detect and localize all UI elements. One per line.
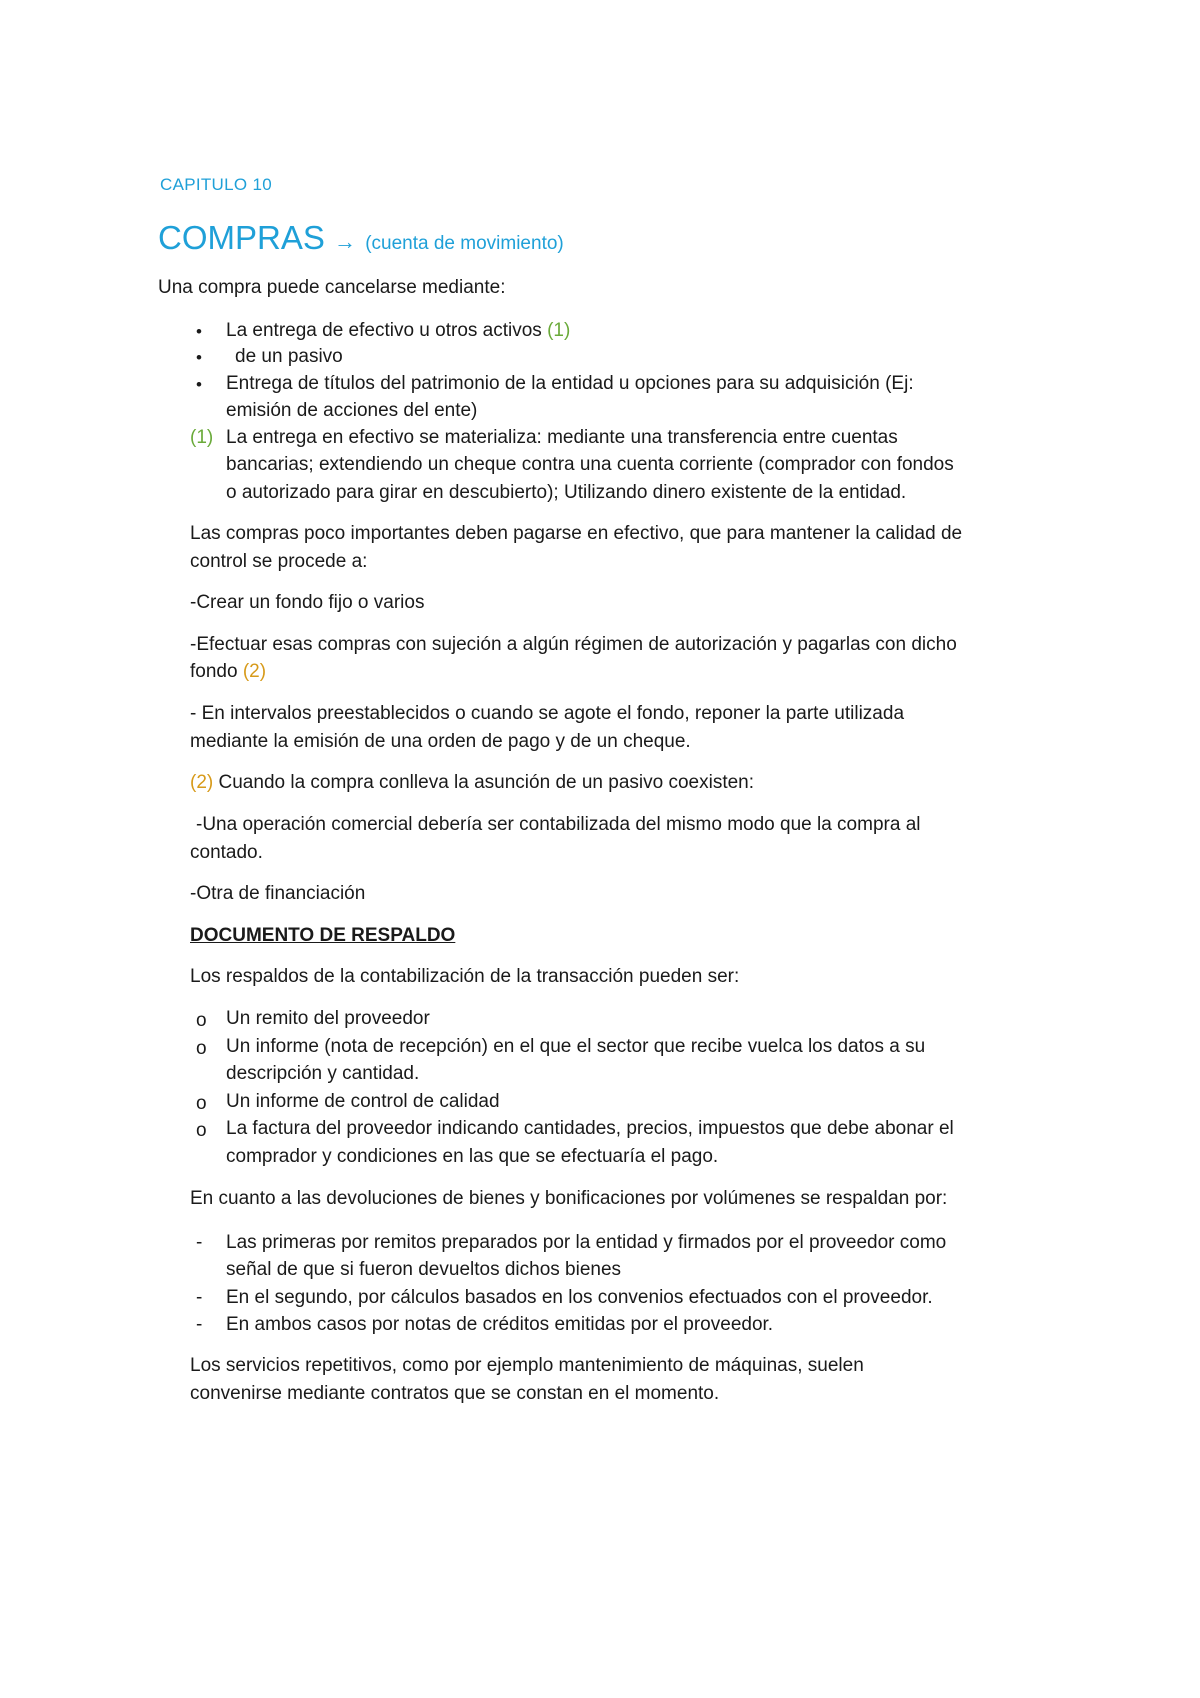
list-item-continuation: descripción y cantidad. xyxy=(226,1063,420,1084)
footnote-item: -Otra de financiación xyxy=(190,883,366,904)
paragraph: control se procede a: xyxy=(190,551,368,572)
list-item: En ambos casos por notas de créditos emitidas por el proveedor. xyxy=(226,1314,774,1335)
paragraph: Las compras poco importantes deben pagarse en efectivo, que para mantener la calidad de xyxy=(190,523,963,544)
bullet-icon: o xyxy=(196,1010,207,1031)
footnote-marker: (1) xyxy=(190,427,214,448)
list-item: Un remito del proveedor xyxy=(226,1008,430,1029)
bullet-icon: • xyxy=(196,375,202,394)
list-item: de un pasivo xyxy=(235,346,343,367)
paragraph: Los servicios repetitivos, como por ejemplo mantenimiento de máquinas, suelen xyxy=(190,1355,864,1376)
list-item-text: La entrega de efectivo u otros activos xyxy=(226,320,542,341)
footnote-text: La entrega en efectivo se materializa: mediante una transferencia entre cuentas xyxy=(226,427,898,448)
dash-icon: - xyxy=(196,1287,203,1308)
footnote-paragraph xyxy=(190,772,754,794)
list-item: En el segundo, por cálculos basados en los convenios efectuados con el proveedor. xyxy=(226,1287,933,1308)
step-item: -Crear un fondo fijo o varios xyxy=(190,592,425,613)
footnote-item: contado. xyxy=(190,842,263,863)
paragraph: En cuanto a las devoluciones de bienes y bonificaciones por volúmenes se respaldan por: xyxy=(190,1188,948,1209)
footnote-ref: (1) xyxy=(547,320,571,341)
list-item: Entrega de títulos del patrimonio de la entidad u opciones para su adquisición (Ej: xyxy=(226,373,914,394)
dash-icon: - xyxy=(196,1314,203,1335)
bullet-icon: o xyxy=(196,1038,207,1059)
step-item: mediante la emisión de una orden de pago y de un cheque. xyxy=(190,731,691,752)
title-subtitle: (cuenta de movimiento) xyxy=(365,233,564,254)
chapter-label: CAPITULO 10 xyxy=(160,175,272,194)
list-item-continuation: emisión de acciones del ente) xyxy=(226,400,478,421)
footnote-text: Cuando la compra conlleva la asunción de un pasivo coexisten: xyxy=(218,772,755,793)
step-item xyxy=(190,661,266,683)
bullet-icon: • xyxy=(196,348,202,367)
list-item: Un informe de control de calidad xyxy=(226,1091,500,1112)
list-item: La factura del proveedor indicando cantidades, precios, impuestos que debe abonar el xyxy=(226,1118,954,1139)
list-item: Un informe (nota de recepción) en el que el sector que recibe vuelca los datos a su xyxy=(226,1036,926,1057)
dash-icon: - xyxy=(196,1232,203,1253)
step-item-text: fondo xyxy=(190,661,238,682)
paragraph: convenirse mediante contratos que se constan en el momento. xyxy=(190,1383,720,1404)
title-main: COMPRAS xyxy=(158,219,325,256)
list-item-continuation: señal de que si fueron devueltos dichos bienes xyxy=(226,1259,622,1280)
footnote-marker: (2) xyxy=(190,772,214,793)
page-title xyxy=(158,219,564,257)
list-item-continuation: comprador y condiciones en las que se efectuaría el pago. xyxy=(226,1146,719,1167)
paragraph: Los respaldos de la contabilización de la transacción pueden ser: xyxy=(190,966,740,987)
list-item xyxy=(226,320,570,342)
footnote-ref: (2) xyxy=(242,661,267,682)
bullet-icon: o xyxy=(196,1093,207,1114)
bullet-icon: • xyxy=(196,322,202,341)
footnote-text: bancarias; extendiendo un cheque contra una cuenta corriente (comprador con fondos xyxy=(226,454,954,475)
bullet-icon: o xyxy=(196,1120,207,1141)
footnote-text: o autorizado para girar en descubierto); Utilizando dinero existente de la entidad. xyxy=(226,482,907,503)
step-item: -Efectuar esas compras con sujeción a algún régimen de autorización y pagarlas con dicho xyxy=(190,634,957,655)
section-heading: DOCUMENTO DE RESPALDO xyxy=(190,925,456,946)
intro-text: Una compra puede cancelarse mediante: xyxy=(158,277,506,298)
list-item: Las primeras por remitos preparados por la entidad y firmados por el proveedor como xyxy=(226,1232,947,1253)
arrow-icon: → xyxy=(334,229,357,254)
step-item: - En intervalos preestablecidos o cuando se agote el fondo, reponer la parte utilizada xyxy=(190,703,905,724)
footnote-item: -Una operación comercial debería ser contabilizada del mismo modo que la compra al xyxy=(196,814,921,835)
